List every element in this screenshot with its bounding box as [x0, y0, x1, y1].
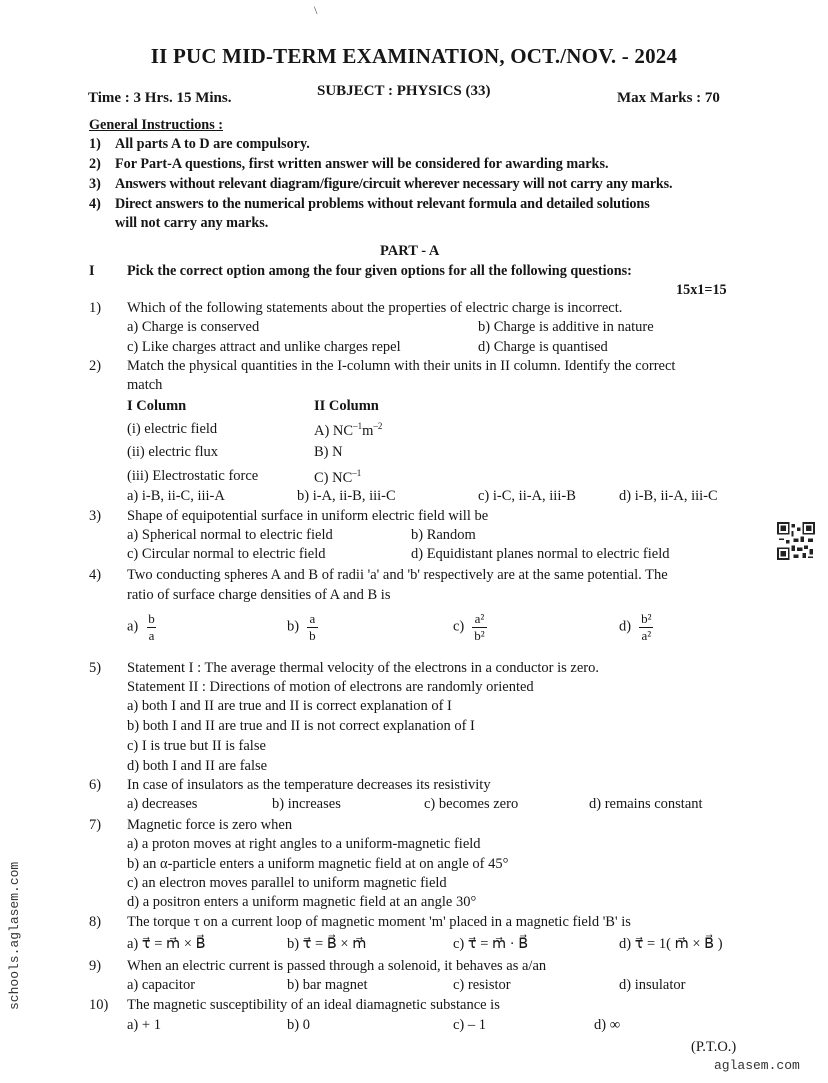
option-a: a) a proton moves at right angles to a uniform-magnetic field: [127, 836, 481, 852]
option-c: c) Like charges attract and unlike charges repel: [127, 339, 401, 355]
option-d: d) remains constant: [589, 796, 703, 812]
question-text: Magnetic force is zero when: [127, 817, 293, 833]
option-a: a) $\frac{b}{a}$: [127, 611, 155, 643]
option-b: b) Random: [411, 527, 476, 543]
option-c: c) $\frac{\text{a²}}{\text{b²}}$: [453, 611, 485, 643]
option-d: d) $\frac{\text{b²}}{\text{a²}}$: [619, 611, 652, 643]
exam-title: II PUC MID-TERM EXAMINATION, OCT./NOV. - 2024: [150, 44, 678, 68]
option-b: b) both I and II are true and II is not correct explanation of I: [127, 718, 475, 734]
option-d: d) insulator: [619, 977, 686, 993]
question-text: Statement II : Directions of motion of electrons are randomly oriented: [127, 679, 534, 695]
question-number: 6): [89, 777, 102, 793]
option-c: c) I is true but II is false: [127, 738, 266, 754]
option-c: c) resistor: [453, 977, 511, 993]
option-d: d) ∞: [594, 1017, 621, 1033]
match-row-3-left: (iii) Electrostatic force: [127, 468, 259, 484]
option-d: d) τ⃗ = 1( m⃗ × B⃗ ): [619, 936, 723, 952]
question-text: ratio of surface charge densities of A and B is: [127, 587, 391, 603]
match-row-2-right: B) N: [314, 444, 343, 460]
question-number: 2): [89, 358, 102, 374]
question-text: Match the physical quantities in the I-column with their units in II column. Identify the correct: [127, 358, 676, 374]
instruction-text: will not carry any marks.: [115, 215, 269, 231]
option-b: b) τ⃗ = B⃗ × m⃗: [287, 936, 367, 952]
section-marks: 15x1=15: [676, 282, 727, 298]
option-c: c) Circular normal to electric field: [127, 546, 326, 562]
instruction-text: All parts A to D are compulsory.: [115, 136, 310, 152]
match-row-1-right: A) $NC^{-1}m^{-2}$: [314, 421, 383, 439]
question-text: In case of insulators as the temperature decreases its resistivity: [127, 777, 491, 793]
instructions-heading: General Instructions :: [89, 117, 223, 133]
match-row-2-left: (ii) electric flux: [127, 444, 218, 460]
time-label: Time : 3 Hrs. 15 Mins.: [88, 90, 232, 106]
option-a: a) + 1: [127, 1017, 161, 1033]
option-b: b) i-A, ii-B, iii-C: [297, 488, 396, 504]
qr-code-icon: [777, 522, 815, 560]
question-text: Which of the following statements about the properties of electric charge is incorrect.: [127, 300, 623, 316]
option-c: c) becomes zero: [424, 796, 519, 812]
question-number: 4): [89, 567, 102, 583]
option-d: d) a positron enters a uniform magnetic field at an angle 30°: [127, 894, 477, 910]
column-1-heading: I Column: [127, 398, 187, 414]
option-a: a) Spherical normal to electric field: [127, 527, 333, 543]
question-number: 7): [89, 817, 102, 833]
instruction-num: 4): [89, 196, 101, 212]
question-text: The torque τ on a current loop of magnetic moment 'm' placed in a magnetic field 'B' is: [127, 914, 631, 930]
instruction-text: Answers without relevant diagram/figure/circuit wherever necessary will not carry any marks.: [115, 176, 673, 192]
scan-mark: \: [314, 3, 318, 17]
question-number: 5): [89, 660, 102, 676]
question-text: match: [127, 377, 163, 393]
side-watermark: schools.aglasem.com: [7, 861, 22, 1010]
option-a: a) τ⃗ = m⃗ × B⃗: [127, 936, 206, 952]
option-d: d) Equidistant planes normal to electric field: [411, 546, 670, 562]
column-2-heading: II Column: [314, 398, 379, 414]
option-d: d) Charge is quantised: [478, 339, 608, 355]
instruction-text: For Part-A questions, first written answer will be considered for awarding marks.: [115, 156, 609, 172]
question-text: The magnetic susceptibility of an ideal diamagnetic substance is: [127, 997, 500, 1013]
bottom-watermark: aglasem.com: [714, 1058, 800, 1073]
instruction-num: 2): [89, 156, 101, 172]
option-a: a) both I and II are true and II is correct explanation of I: [127, 698, 452, 714]
option-d: d) both I and II are false: [127, 758, 268, 774]
option-a: a) Charge is conserved: [127, 319, 260, 335]
option-a: a) i-B, ii-C, iii-A: [127, 488, 225, 504]
max-marks-label: Max Marks : 70: [617, 90, 720, 106]
instruction-num: 1): [89, 136, 101, 152]
option-d: d) i-B, ii-A, iii-C: [619, 488, 718, 504]
option-b: b) bar magnet: [287, 977, 368, 993]
question-text: Statement I : The average thermal velocity of the electrons in a conductor is zero.: [127, 660, 600, 676]
subject-label: SUBJECT : PHYSICS (33): [317, 83, 491, 99]
option-c: c) – 1: [453, 1017, 487, 1033]
instruction-text: Direct answers to the numerical problems without relevant formula and detailed solutions: [115, 196, 650, 212]
option-b: b) Charge is additive in nature: [478, 319, 654, 335]
question-text: Shape of equipotential surface in uniform electric field will be: [127, 508, 489, 524]
page-turn-note: (P.T.O.): [691, 1039, 737, 1055]
option-a: a) capacitor: [127, 977, 196, 993]
section-number: I: [89, 263, 95, 279]
match-row-3-right: C) $NC^{-1}$: [314, 468, 362, 486]
question-number: 1): [89, 300, 102, 316]
question-text: When an electric current is passed through a solenoid, it behaves as a/an: [127, 958, 547, 974]
match-row-1-left: (i) electric field: [127, 421, 218, 437]
question-number: 3): [89, 508, 102, 524]
option-b: b) increases: [272, 796, 341, 812]
question-text: Two conducting spheres A and B of radii 'a' and 'b' respectively are at the same potential. The: [127, 567, 668, 583]
question-number: 9): [89, 958, 102, 974]
question-number: 10): [89, 997, 109, 1013]
option-a: a) decreases: [127, 796, 198, 812]
instruction-num: 3): [89, 176, 101, 192]
part-a-heading: PART - A: [380, 243, 440, 259]
option-c: c) i-C, ii-A, iii-B: [478, 488, 576, 504]
section-instruction: Pick the correct option among the four given options for all the following questions:: [127, 263, 632, 279]
question-number: 8): [89, 914, 102, 930]
option-b: b) 0: [287, 1017, 310, 1033]
option-c: c) τ⃗ = m⃗ · B⃗: [453, 936, 529, 952]
option-b: b) an α-particle enters a uniform magnetic field at on angle of 45°: [127, 856, 509, 872]
option-c: c) an electron moves parallel to uniform magnetic field: [127, 875, 447, 891]
option-b: b) $\frac{a}{b}$: [287, 611, 316, 643]
